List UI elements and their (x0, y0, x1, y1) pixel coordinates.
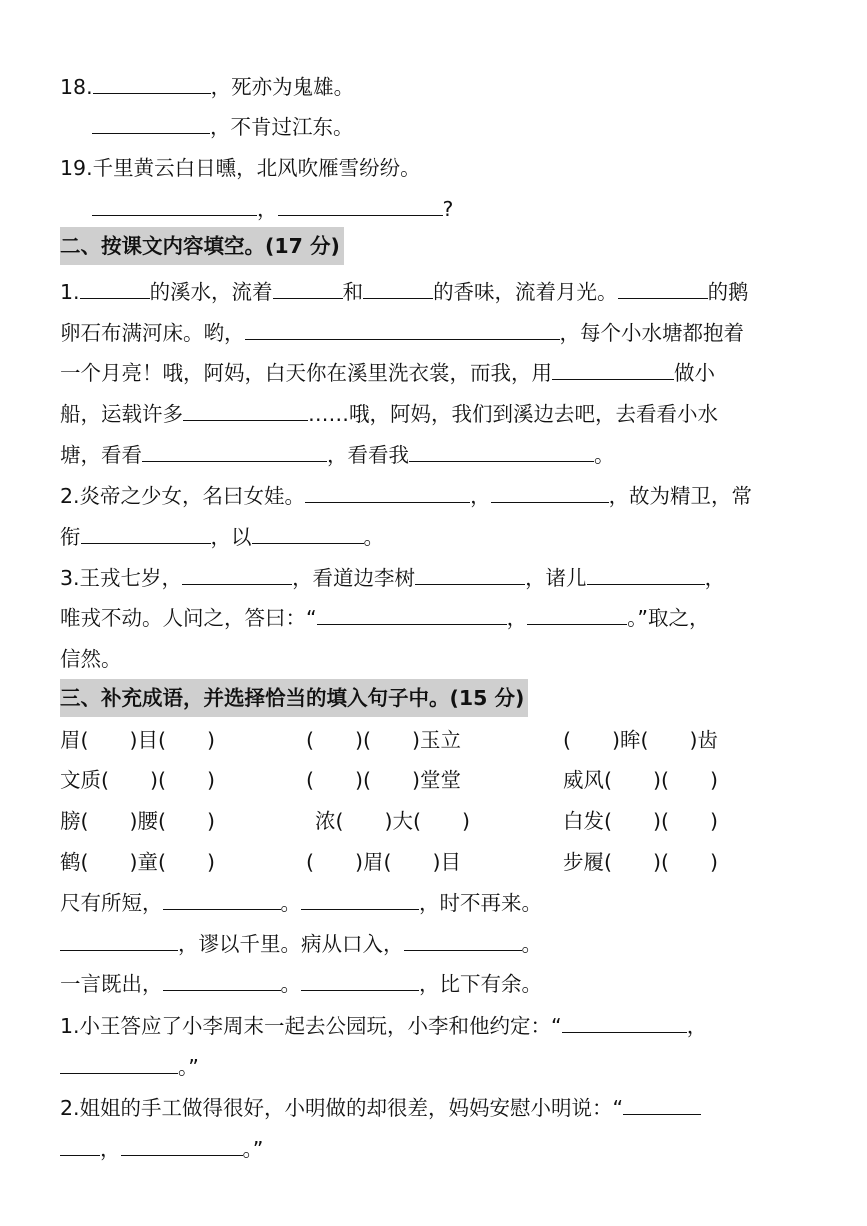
idiom-r4-c3: 步履( )( ) (563, 850, 718, 874)
q1-text: ……哦，阿妈，我们到溪边去吧，去看看小水 (308, 402, 718, 426)
answer-blank[interactable] (301, 964, 419, 991)
q1-text: 的香味，流着月光。 (433, 280, 618, 304)
q2-text: 。 (363, 525, 384, 549)
answer-blank[interactable] (305, 476, 470, 503)
answer-blank[interactable] (527, 598, 627, 625)
q18-line2 (92, 107, 354, 147)
s2-q1-line2 (60, 313, 744, 353)
s3-text: ，比下有余。 (419, 972, 542, 996)
answer-blank[interactable] (60, 1129, 100, 1156)
q18-text-a: ，死亦为鬼雄。 (210, 75, 355, 99)
idiom-r1-c2: ( )( )玉立 (306, 728, 461, 752)
idiom-r2-c1: 文质( )( ) (60, 768, 215, 792)
q1-text: 和 (342, 280, 364, 304)
s3-text: 2.姐姐的手工做得很好，小明做的却很差，妈妈安慰小明说：“ (60, 1096, 624, 1120)
q19-comma: ， (257, 197, 278, 221)
q1-text: 卵石布满河床。哟， (60, 321, 245, 345)
q19-number: 19. (60, 156, 93, 180)
q1-number: 1. (60, 280, 80, 304)
q1-text: 的溪水，流着 (149, 280, 273, 304)
answer-blank[interactable] (163, 964, 281, 991)
s3-text: ， (100, 1137, 121, 1161)
q19-text: 千里黄云白日曛，北风吹雁雪纷纷。 (92, 156, 421, 180)
q19-line1 (60, 148, 421, 188)
s2-q1-line3 (60, 353, 715, 393)
s3-text: 1.小王答应了小李周末一起去公园玩，小李和他约定：“ (60, 1014, 562, 1038)
answer-blank[interactable] (92, 107, 210, 134)
q1-text: ，每个小水塘都抱着 (559, 321, 744, 345)
answer-blank[interactable] (623, 1088, 701, 1115)
q1-text: 一个月亮！哦，阿妈，白天你在溪里洗衣裳，而我，用 (60, 361, 552, 385)
answer-blank[interactable] (278, 189, 443, 216)
s2-q3-line2 (60, 598, 710, 638)
q2-text: ， (470, 484, 491, 508)
s3-text: 一言既出， (60, 972, 163, 996)
answer-blank[interactable] (182, 558, 292, 585)
answer-blank[interactable] (252, 517, 364, 544)
q3-text: ， (506, 606, 528, 630)
q3-text: ， (704, 566, 726, 590)
s3-text: ，时不再来。 (419, 891, 542, 915)
s2-q1-line4 (60, 394, 718, 434)
answer-blank[interactable] (301, 883, 419, 910)
answer-blank[interactable] (163, 883, 281, 910)
s3-sentence-2 (60, 924, 542, 964)
q1-text: 做小 (674, 361, 715, 385)
s3-text: 。 (521, 932, 542, 956)
idiom-r2-c3: 威风( )( ) (563, 768, 718, 792)
q2-text: ，以 (210, 525, 252, 549)
s3-exercise-1-line1 (60, 1006, 707, 1046)
q3-text: 。”取之， (627, 606, 710, 630)
idiom-r3-c2: 浓( )大( ) (315, 809, 470, 833)
idiom-r4-c1: 鹤( )童( ) (60, 850, 215, 874)
s3-exercise-2-line1 (60, 1088, 701, 1128)
s2-q1-line1 (60, 272, 749, 312)
q18-number: 18. (60, 75, 93, 99)
idiom-r1-c1: 眉( )目( ) (60, 728, 215, 752)
q18-line1 (60, 67, 354, 107)
s3-sentence-3 (60, 964, 542, 1004)
idiom-r3-c3: 白发( )( ) (563, 809, 718, 833)
answer-blank[interactable] (363, 272, 433, 299)
s3-sentence-1 (60, 883, 542, 923)
answer-blank[interactable] (415, 558, 525, 585)
q2-text: 2.炎帝之少女，名曰女娃。 (60, 484, 306, 508)
answer-blank[interactable] (587, 558, 705, 585)
s3-text: ，谬以千里。病从口入， (178, 932, 404, 956)
answer-blank[interactable] (317, 598, 507, 625)
answer-blank[interactable] (121, 1129, 243, 1156)
section-2-title: 二、按课文内容填空。(17 分) (60, 227, 344, 265)
q1-text: 塘，看看 (60, 443, 142, 467)
s2-q3-line1 (60, 558, 725, 598)
q18-text-b: ，不肯过江东。 (210, 115, 354, 139)
s3-exercise-2-line2 (60, 1129, 263, 1169)
answer-blank[interactable] (618, 272, 708, 299)
answer-blank[interactable] (183, 394, 308, 421)
q2-text: 衔 (60, 525, 81, 549)
idiom-r4-c2: ( )眉( )目 (306, 850, 461, 874)
idiom-r3-c1: 膀( )腰( ) (60, 809, 215, 833)
answer-blank[interactable] (93, 67, 211, 94)
answer-blank[interactable] (562, 1006, 687, 1033)
answer-blank[interactable] (245, 313, 560, 340)
answer-blank[interactable] (552, 353, 674, 380)
idiom-r1-c3: ( )眸( )齿 (563, 728, 718, 752)
s3-text: 尺有所短， (60, 891, 163, 915)
q3-text: ，诸儿 (525, 566, 587, 590)
s3-exercise-1-line2 (60, 1047, 199, 1087)
answer-blank[interactable] (142, 435, 327, 462)
q2-text: ，故为精卫，常 (608, 484, 753, 508)
answer-blank[interactable] (404, 924, 522, 951)
s2-q2-line1 (60, 476, 752, 516)
s3-text: 。 (280, 972, 301, 996)
q19-line2 (92, 189, 453, 229)
s2-q3-line3: 信然。 (60, 647, 122, 671)
q1-text: 的鹅 (707, 280, 749, 304)
answer-blank[interactable] (92, 189, 257, 216)
q3-text: 3.王戎七岁， (60, 566, 183, 590)
q19-question-mark: ? (442, 197, 454, 221)
answer-blank[interactable] (80, 272, 150, 299)
idiom-r2-c2: ( )( )堂堂 (306, 768, 461, 792)
s3-text: 。” (178, 1055, 199, 1079)
section-3-title: 三、补充成语，并选择恰当的填入句子中。(15 分) (60, 679, 528, 717)
s2-q2-line2 (60, 517, 384, 557)
answer-blank[interactable] (60, 924, 178, 951)
q1-text: 。 (594, 443, 615, 467)
answer-blank[interactable] (273, 272, 343, 299)
q1-text: 船，运载许多 (60, 402, 183, 426)
s3-text: 。” (242, 1137, 264, 1161)
q3-text: ，看道边李树 (292, 566, 416, 590)
q1-text: ，看看我 (327, 443, 409, 467)
s2-q1-line5 (60, 435, 615, 475)
answer-blank[interactable] (60, 1047, 178, 1074)
answer-blank[interactable] (491, 476, 609, 503)
s3-text: ， (686, 1014, 708, 1038)
answer-blank[interactable] (409, 435, 594, 462)
answer-blank[interactable] (81, 517, 211, 544)
s3-text: 。 (280, 891, 301, 915)
q3-text: 唯戎不动。人问之，答曰：“ (60, 606, 317, 630)
